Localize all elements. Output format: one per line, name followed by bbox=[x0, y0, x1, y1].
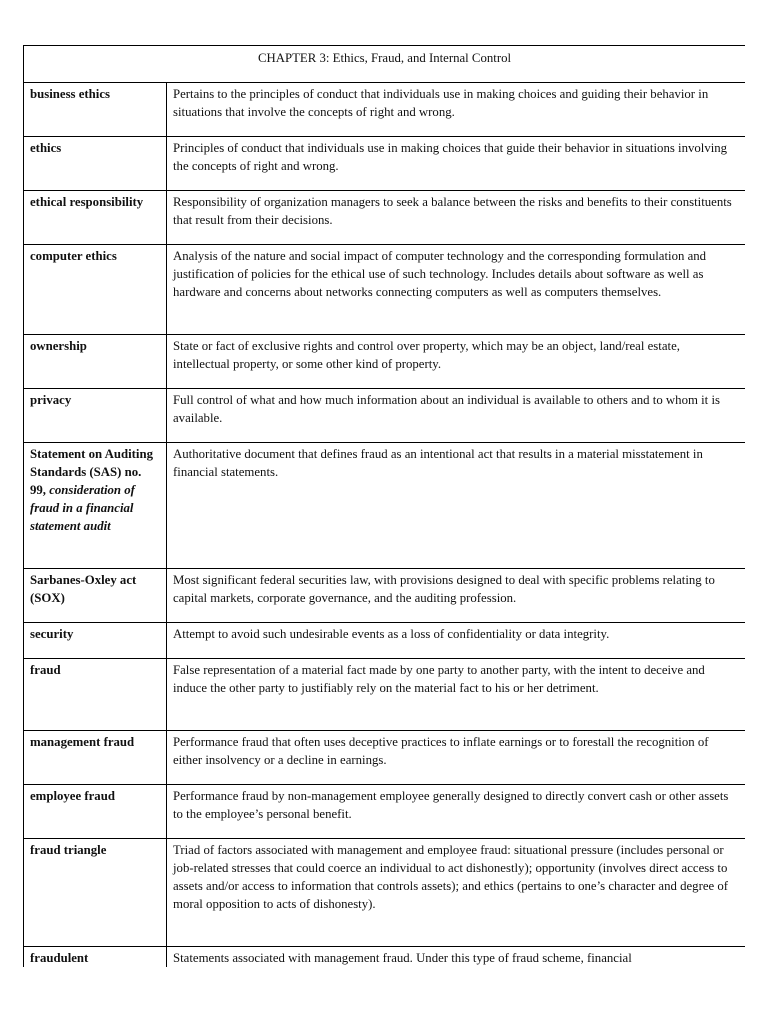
term-cell bbox=[24, 389, 167, 443]
term-cell bbox=[24, 191, 167, 245]
definition-text: Most significant federal securities law, with provisions designed to deal with specific problems relating to capital markets, corporate governance, and the auditing profession. bbox=[173, 573, 715, 605]
definition-text: State or fact of exclusive rights and control over property, which may be an object, land/real estate, intellectual property, or some other kind of property. bbox=[173, 339, 680, 371]
table-row bbox=[24, 191, 746, 245]
term-cell bbox=[24, 83, 167, 137]
table-row bbox=[24, 83, 746, 137]
term-cell bbox=[24, 785, 167, 839]
definition-text: Principles of conduct that individuals use in making choices that guide their behavior in situations involving the concepts of right and wrong. bbox=[173, 141, 728, 173]
term-text: computer ethics bbox=[30, 249, 117, 263]
definition-cell bbox=[167, 137, 746, 191]
term-cell bbox=[24, 839, 167, 947]
term-text: fraudulent bbox=[30, 951, 89, 965]
term-cell bbox=[24, 731, 167, 785]
table-row bbox=[24, 623, 746, 659]
definition-text: Attempt to avoid such undesirable events as a loss of confidentiality or data integrity. bbox=[173, 627, 610, 641]
term-text: Sarbanes-Oxley act (SOX) bbox=[30, 573, 137, 605]
definition-text: Triad of factors associated with management and employee fraud: situational pressure (includes personal or job-related stresses that could coerce an individual to act dishonestly); opportunity (involves direct access to assets and/or access to information that controls assets); and ethics (pertains to one’s character and degree of moral opposition to acts of dishonesty). bbox=[173, 843, 729, 911]
definition-cell bbox=[167, 245, 746, 335]
table-row bbox=[24, 443, 746, 569]
definition-text: Responsibility of organization managers to seek a balance between the risks and benefits to their constituents that result from their decisions. bbox=[173, 195, 732, 227]
table-row bbox=[24, 389, 746, 443]
term-text: Statement on Auditing Standards (SAS) no. 99, bbox=[30, 447, 154, 497]
chapter-title: CHAPTER 3: Ethics, Fraud, and Internal Control bbox=[257, 51, 512, 65]
term-italic-text: consideration of fraud in a financial statement audit bbox=[30, 483, 135, 533]
definition-cell bbox=[167, 443, 746, 569]
term-cell bbox=[24, 335, 167, 389]
term-cell bbox=[24, 659, 167, 731]
term-cell bbox=[24, 443, 167, 569]
term-text: security bbox=[30, 627, 74, 641]
table-row bbox=[24, 137, 746, 191]
term-text: privacy bbox=[30, 393, 72, 407]
definition-cell bbox=[167, 785, 746, 839]
definition-cell bbox=[167, 947, 746, 968]
definition-text: Pertains to the principles of conduct that individuals use in making choices and guiding their behavior in situations that involve the concepts of right and wrong. bbox=[173, 87, 709, 119]
term-text: fraud bbox=[30, 663, 61, 677]
definition-cell bbox=[167, 335, 746, 389]
term-cell bbox=[24, 569, 167, 623]
term-cell bbox=[24, 137, 167, 191]
title-cell bbox=[24, 46, 746, 83]
definition-cell bbox=[167, 659, 746, 731]
definition-text: False representation of a material fact made by one party to another party, with the intent to deceive and induce the other party to justifiably rely on the material fact to his or her detriment. bbox=[173, 663, 705, 695]
glossary-table bbox=[23, 45, 745, 967]
table-row bbox=[24, 659, 746, 731]
term-text: business ethics bbox=[30, 87, 110, 101]
definition-cell bbox=[167, 569, 746, 623]
term-text: ethics bbox=[30, 141, 62, 155]
table-row bbox=[24, 335, 746, 389]
table-row bbox=[24, 569, 746, 623]
definition-cell bbox=[167, 839, 746, 947]
term-text: ownership bbox=[30, 339, 87, 353]
table-row bbox=[24, 245, 746, 335]
document-page bbox=[23, 45, 745, 967]
term-cell bbox=[24, 245, 167, 335]
table-row bbox=[24, 947, 746, 968]
definition-text: Statements associated with management fraud. Under this type of fraud scheme, financial bbox=[173, 951, 632, 965]
term-text: employee fraud bbox=[30, 789, 115, 803]
table-row bbox=[24, 839, 746, 947]
table-row bbox=[24, 785, 746, 839]
definition-text: Full control of what and how much information about an individual is available to others and to whom it is available. bbox=[173, 393, 720, 425]
definition-cell bbox=[167, 623, 746, 659]
term-cell bbox=[24, 947, 167, 968]
term-text: ethical responsibility bbox=[30, 195, 144, 209]
definition-text: Performance fraud by non-management employee generally designed to directly convert cash or other assets to the employee’s personal benefit. bbox=[173, 789, 729, 821]
definition-cell bbox=[167, 191, 746, 245]
definition-cell bbox=[167, 731, 746, 785]
definition-cell bbox=[167, 83, 746, 137]
title-row bbox=[24, 46, 746, 83]
definition-cell bbox=[167, 389, 746, 443]
term-text: management fraud bbox=[30, 735, 135, 749]
definition-text: Authoritative document that defines fraud as an intentional act that results in a material misstatement in financial statements. bbox=[173, 447, 703, 479]
table-row bbox=[24, 731, 746, 785]
term-text: fraud triangle bbox=[30, 843, 107, 857]
term-cell bbox=[24, 623, 167, 659]
definition-text: Performance fraud that often uses deceptive practices to inflate earnings or to forestall the recognition of either insolvency or a decline in earnings. bbox=[173, 735, 709, 767]
definition-text: Analysis of the nature and social impact of computer technology and the corresponding formulation and justification of policies for the ethical use of such technology. Includes details about software as well as hardware and concerns about networks connecting computers as well as computers themselves. bbox=[173, 249, 707, 299]
